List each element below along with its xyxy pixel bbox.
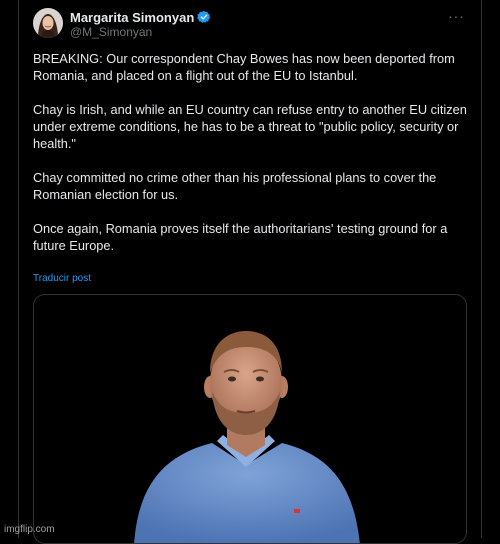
tweet-paragraph: Once again, Romania proves itself the authoritarians' testing ground for a future Europe. xyxy=(33,220,473,254)
translate-post-link[interactable]: Traducir post xyxy=(33,273,91,284)
tweet-text xyxy=(33,50,473,271)
author-name-row xyxy=(70,9,211,25)
verified-badge-icon xyxy=(197,10,211,24)
imgflip-watermark: imgflip.com xyxy=(4,524,55,535)
author-display-name[interactable]: Margarita Simonyan xyxy=(70,10,194,25)
tweet-paragraph: Chay committed no crime other than his professional plans to cover the Romanian election for us. xyxy=(33,169,473,203)
avatar[interactable] xyxy=(33,8,63,38)
tweet-paragraph: BREAKING: Our correspondent Chay Bowes has now been deported from Romania, and placed on a flight out of the EU to Istanbul. xyxy=(33,50,473,84)
man-portrait-image xyxy=(34,295,467,544)
more-options-icon[interactable]: ··· xyxy=(448,8,465,24)
author-handle[interactable]: @M_Simonyan xyxy=(70,25,152,39)
tweet-paragraph: Chay is Irish, and while an EU country can refuse entry to another EU citizen under extreme conditions, he has to be a threat to "public policy, security or health." xyxy=(33,101,473,152)
tweet-card xyxy=(18,0,482,538)
tweet-media-photo[interactable] xyxy=(33,294,467,544)
avatar-image xyxy=(33,8,63,38)
